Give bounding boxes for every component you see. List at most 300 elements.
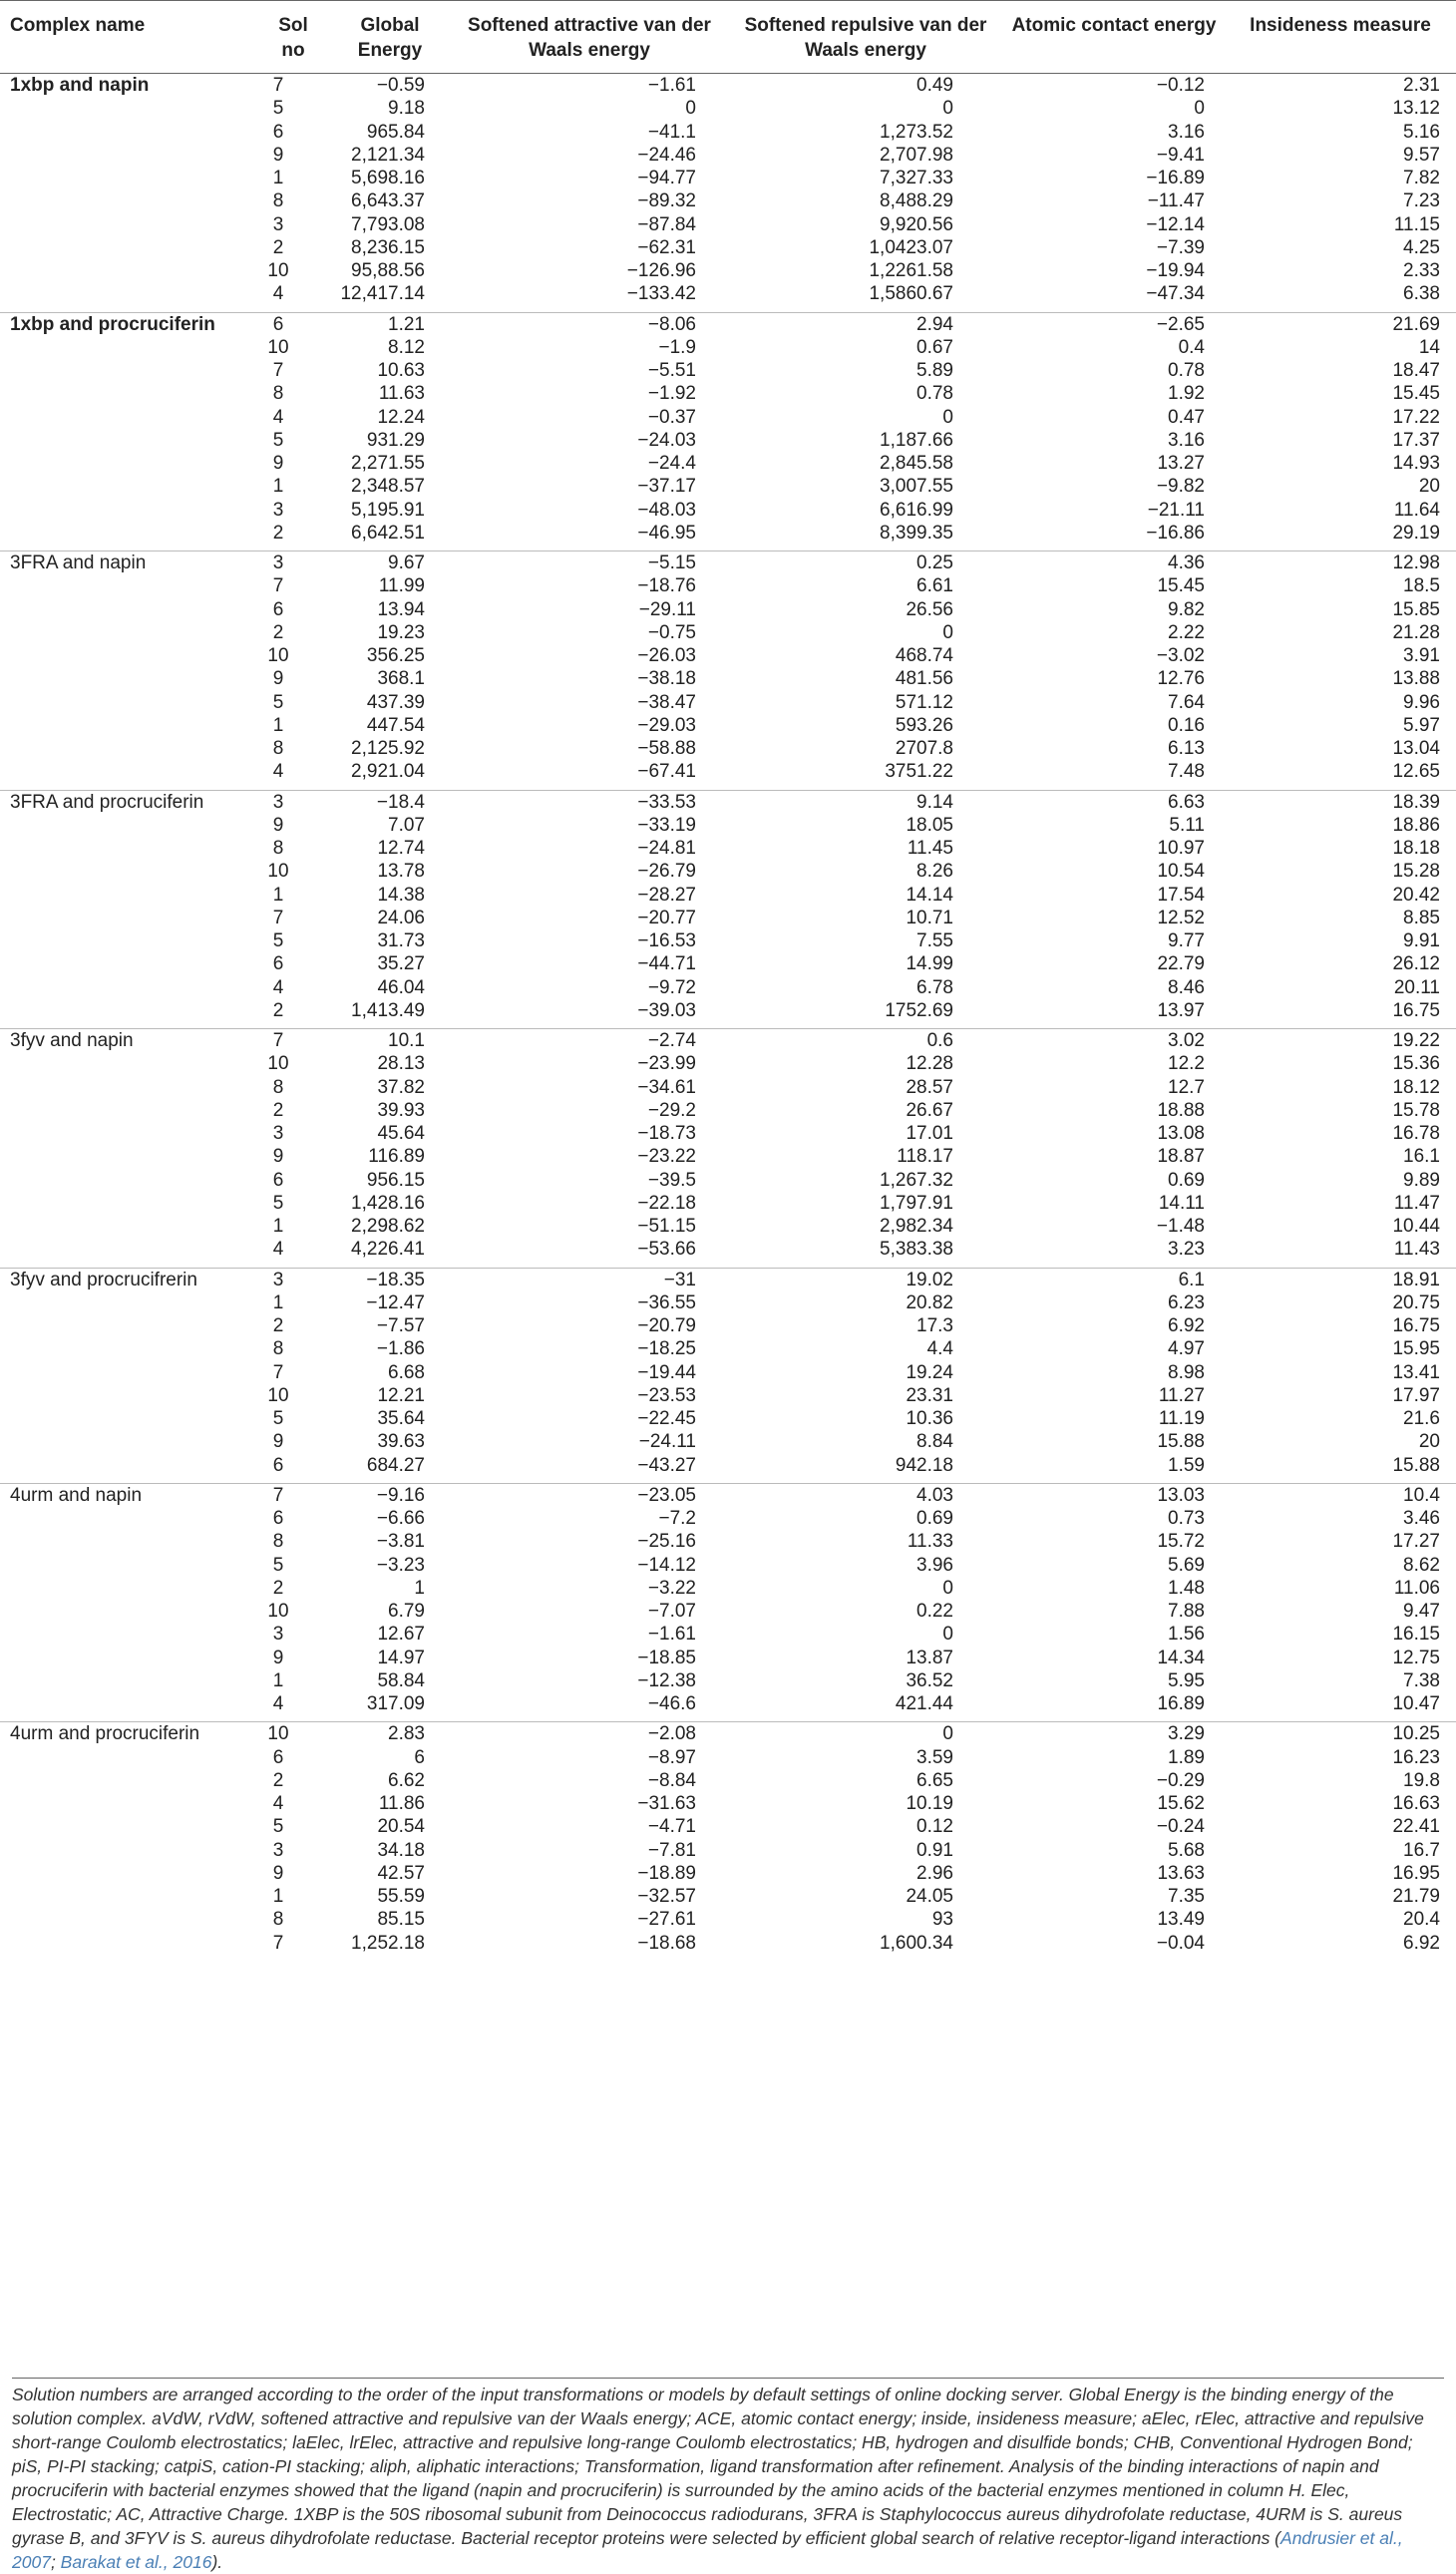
table-row	[0, 1722, 1456, 1746]
complex-name-empty	[0, 1361, 257, 1384]
cell-attractive-vdw: −53.66	[637, 1239, 696, 1261]
cell-insideness: 20	[1418, 476, 1440, 498]
cell-global-energy: 39.63	[377, 1431, 425, 1453]
table-row	[0, 429, 1456, 452]
cell-repulsive-vdw: 4.4	[926, 1338, 953, 1360]
cell-repulsive-vdw: 421.44	[895, 1693, 953, 1714]
cell-insideness: 7.82	[1403, 168, 1440, 188]
cell-global-energy: 12,417.14	[340, 283, 425, 305]
table-row	[0, 167, 1456, 189]
cell-insideness: 15.95	[1392, 1338, 1440, 1360]
table-row	[0, 1792, 1456, 1815]
complex-name-empty	[0, 1291, 257, 1314]
cell-insideness: 16.75	[1392, 1315, 1440, 1336]
cell-global-energy: −9.16	[329, 1483, 451, 1507]
cell-atomic-contact: 14.34	[1157, 1647, 1205, 1668]
cell-sol-no: 1	[272, 168, 284, 188]
cell-attractive-vdw: −89.32	[637, 190, 696, 212]
complex-name-empty	[0, 1530, 257, 1553]
cell-repulsive-vdw: 5.89	[916, 360, 953, 381]
table-row	[0, 1623, 1456, 1646]
cell-repulsive-vdw: 93	[931, 1909, 953, 1931]
complex-name-empty	[0, 1815, 257, 1838]
cell-repulsive-vdw: 28.57	[906, 1076, 953, 1098]
header-sol-no: Sol no	[257, 1, 329, 74]
cell-global-energy: 7.07	[388, 814, 425, 836]
cell-repulsive-vdw: 10.36	[906, 1408, 953, 1429]
cell-repulsive-vdw: 6.61	[916, 575, 953, 597]
cell-repulsive-vdw: 0.78	[916, 383, 953, 405]
cell-atomic-contact: 4.36	[1003, 552, 1225, 575]
cell-sol-no: 2	[272, 1099, 284, 1121]
cell-repulsive-vdw: 14.99	[906, 953, 953, 975]
cell-attractive-vdw: −29.11	[638, 598, 696, 620]
cell-insideness: 20.75	[1392, 1291, 1440, 1313]
cell-atomic-contact: 4.97	[1168, 1338, 1205, 1360]
table-row	[0, 406, 1456, 429]
complex-name-empty	[0, 1169, 257, 1192]
table-row	[0, 837, 1456, 860]
cell-repulsive-vdw: 1,187.66	[880, 429, 953, 451]
cell-insideness: 3.91	[1403, 645, 1440, 666]
cell-global-energy: 24.06	[377, 907, 425, 928]
complex-name-empty	[0, 1052, 257, 1075]
cell-insideness: 13.41	[1392, 1361, 1440, 1383]
complex-name-empty	[0, 213, 257, 236]
cell-insideness: 10.25	[1225, 1722, 1456, 1746]
cell-repulsive-vdw: 1,0423.07	[869, 236, 953, 258]
table-row	[0, 1407, 1456, 1430]
complex-name-empty	[0, 691, 257, 714]
cell-atomic-contact: 12.7	[1168, 1076, 1205, 1098]
cell-repulsive-vdw: 8,488.29	[880, 190, 953, 212]
complex-name: 3FRA and procruciferin	[0, 790, 257, 814]
cell-global-energy: −12.47	[366, 1291, 425, 1313]
cell-attractive-vdw: −24.11	[638, 1431, 696, 1453]
cell-attractive-vdw: −133.42	[626, 283, 696, 305]
table-footnote	[12, 2378, 1444, 2574]
cell-attractive-vdw: −1.61	[647, 75, 696, 96]
cell-repulsive-vdw: 8.26	[916, 861, 953, 883]
cell-global-energy: 368.1	[377, 668, 425, 690]
cell-repulsive-vdw: 36.52	[906, 1669, 953, 1691]
cell-repulsive-vdw: 0.25	[728, 552, 1003, 575]
cell-global-energy: 6.68	[388, 1361, 425, 1383]
cell-insideness: 15.85	[1392, 598, 1440, 620]
cell-global-energy: 20.54	[377, 1816, 425, 1838]
cell-attractive-vdw: −16.53	[637, 930, 696, 951]
cell-atomic-contact: −0.12	[1156, 75, 1205, 96]
cell-repulsive-vdw: 2,845.58	[880, 453, 953, 474]
cell-insideness: 6.92	[1403, 1932, 1440, 1954]
table-row	[0, 97, 1456, 120]
cell-insideness: 3.46	[1403, 1508, 1440, 1529]
cell-insideness: 10.4	[1225, 1483, 1456, 1507]
cell-insideness: 21.79	[1392, 1886, 1440, 1907]
cell-global-energy: 5,195.91	[351, 499, 425, 521]
cell-global-energy: 2,125.92	[351, 738, 425, 759]
cell-repulsive-vdw: 0.91	[916, 1839, 953, 1861]
table-row	[0, 1769, 1456, 1792]
cell-sol-no: 3	[272, 499, 284, 521]
cell-insideness: 21.6	[1403, 1408, 1440, 1429]
cell-atomic-contact: −2.65	[1003, 312, 1225, 336]
cell-global-energy: 317.09	[366, 1693, 425, 1714]
cell-atomic-contact: 16.89	[1157, 1693, 1205, 1714]
cell-atomic-contact: 0.47	[1168, 406, 1205, 428]
footnote-ref-andrusier[interactable]: Andrusier et al., 2007	[12, 2528, 1403, 2572]
cell-atomic-contact: 10.97	[1157, 838, 1205, 859]
complex-name-empty	[0, 1192, 257, 1215]
cell-attractive-vdw: −18.73	[637, 1123, 696, 1144]
cell-attractive-vdw: −18.68	[637, 1932, 696, 1954]
complex-name-empty	[0, 1215, 257, 1238]
table-row	[0, 714, 1456, 737]
cell-global-energy: 8,236.15	[351, 236, 425, 258]
cell-atomic-contact: −11.47	[1147, 190, 1205, 212]
cell-atomic-contact: 9.77	[1168, 930, 1205, 951]
table-row	[0, 1430, 1456, 1453]
table-row	[0, 1692, 1456, 1715]
table-row	[0, 189, 1456, 212]
cell-repulsive-vdw: 1752.69	[885, 999, 953, 1021]
cell-atomic-contact: 14.11	[1158, 1192, 1205, 1214]
cell-sol-no: 8	[272, 1338, 284, 1360]
table-header	[0, 1, 1456, 74]
cell-repulsive-vdw: 468.74	[895, 645, 953, 666]
cell-global-energy: 684.27	[366, 1454, 425, 1476]
cell-attractive-vdw: −67.41	[637, 761, 696, 783]
cell-attractive-vdw: −2.08	[451, 1722, 728, 1746]
cell-repulsive-vdw: 7.55	[916, 930, 953, 951]
complex-name-empty	[0, 282, 257, 305]
cell-attractive-vdw: −20.77	[637, 907, 696, 928]
cell-attractive-vdw: −26.03	[637, 645, 696, 666]
cell-repulsive-vdw: 14.14	[906, 884, 953, 906]
cell-attractive-vdw: −7.07	[647, 1601, 696, 1622]
cell-repulsive-vdw: 6.65	[916, 1769, 953, 1791]
table-row	[0, 552, 1456, 575]
cell-atomic-contact: 13.08	[1157, 1123, 1205, 1144]
cell-attractive-vdw: −41.1	[647, 121, 696, 143]
cell-repulsive-vdw: 9,920.56	[880, 213, 953, 235]
table-row	[0, 213, 1456, 236]
cell-global-energy: 58.84	[377, 1669, 425, 1691]
cell-insideness: 16.95	[1392, 1862, 1440, 1884]
table-row	[0, 121, 1456, 144]
header-attractive-vdw: Softened attractive van der Waals energy	[451, 1, 728, 74]
cell-sol-no: 2	[272, 1315, 284, 1336]
table-row	[0, 359, 1456, 382]
cell-atomic-contact: 7.88	[1168, 1601, 1205, 1622]
cell-sol-no: 8	[272, 838, 284, 859]
complex-name: 4urm and procruciferin	[0, 1722, 257, 1746]
cell-insideness: 18.86	[1392, 814, 1440, 836]
complex-name-empty	[0, 1577, 257, 1600]
cell-attractive-vdw: −0.37	[647, 406, 696, 428]
cell-atomic-contact: −16.89	[1146, 168, 1205, 188]
cell-attractive-vdw: −18.85	[637, 1647, 696, 1668]
cell-global-energy: 46.04	[377, 976, 425, 998]
cell-attractive-vdw: −48.03	[637, 499, 696, 521]
cell-global-energy: −1.86	[376, 1338, 425, 1360]
table-row	[0, 737, 1456, 760]
cell-sol-no: 4	[272, 1793, 284, 1814]
cell-repulsive-vdw: 0.67	[916, 336, 953, 358]
cell-global-energy: −3.81	[376, 1531, 425, 1553]
cell-attractive-vdw: −27.61	[637, 1909, 696, 1931]
cell-global-energy: −6.66	[376, 1508, 425, 1529]
complex-name-empty	[0, 1384, 257, 1407]
cell-attractive-vdw: −19.44	[637, 1361, 696, 1383]
cell-sol-no: 5	[272, 1816, 284, 1838]
complex-name-empty	[0, 522, 257, 545]
complex-name-empty	[0, 1430, 257, 1453]
complex-name-empty	[0, 189, 257, 212]
complex-name-empty	[0, 1692, 257, 1715]
cell-insideness: 5.97	[1403, 714, 1440, 736]
cell-atomic-contact: 12.52	[1157, 907, 1205, 928]
cell-repulsive-vdw: 17.3	[916, 1315, 953, 1336]
cell-global-energy: 28.13	[377, 1053, 425, 1075]
table-body	[0, 74, 1456, 1955]
cell-sol-no: 8	[272, 1531, 284, 1553]
cell-sol-no: 1	[272, 714, 284, 736]
cell-atomic-contact: 5.95	[1168, 1669, 1205, 1691]
cell-atomic-contact: −9.41	[1156, 144, 1205, 166]
cell-attractive-vdw: −9.72	[647, 976, 696, 998]
cell-atomic-contact: 6.23	[1168, 1291, 1205, 1313]
cell-sol-no: 4	[272, 283, 284, 305]
complex-name-empty	[0, 382, 257, 405]
cell-sol-no: 2	[272, 999, 284, 1021]
complex-name-empty	[0, 760, 257, 783]
cell-insideness: 22.41	[1392, 1816, 1440, 1838]
table-row	[0, 452, 1456, 475]
cell-attractive-vdw: −23.05	[451, 1483, 728, 1507]
complex-name: 1xbp and procruciferin	[0, 312, 257, 336]
complex-name-empty	[0, 259, 257, 282]
cell-sol-no: 3	[272, 1624, 284, 1646]
cell-sol-no: 7	[272, 575, 284, 597]
cell-sol-no: 10	[267, 260, 289, 281]
cell-global-energy: 14.97	[377, 1647, 425, 1668]
cell-attractive-vdw: −46.95	[637, 522, 696, 544]
header-repulsive-vdw: Softened repulsive van der Waals energy	[728, 1, 1003, 74]
cell-atomic-contact: 5.69	[1168, 1554, 1205, 1576]
complex-name-empty	[0, 1792, 257, 1815]
cell-repulsive-vdw: 19.24	[906, 1361, 953, 1383]
cell-repulsive-vdw: 1,2261.58	[869, 260, 953, 281]
cell-repulsive-vdw: 593.26	[895, 714, 953, 736]
cell-atomic-contact: 0.73	[1168, 1508, 1205, 1529]
cell-insideness: 20.11	[1393, 976, 1440, 998]
cell-global-energy: 95,88.56	[351, 260, 425, 281]
cell-sol-no: 7	[272, 75, 284, 96]
cell-attractive-vdw: −28.27	[637, 884, 696, 906]
complex-name-empty	[0, 1769, 257, 1792]
cell-attractive-vdw: −37.17	[637, 476, 696, 498]
cell-sol-no: 8	[272, 383, 284, 405]
cell-sol-no: 8	[272, 1076, 284, 1098]
cell-sol-no: 10	[267, 645, 289, 666]
cell-repulsive-vdw: 8,399.35	[880, 522, 953, 544]
cell-repulsive-vdw: 0	[942, 98, 953, 120]
complex-name: 3fyv and procrucifrerin	[0, 1268, 257, 1291]
cell-global-energy: 6,642.51	[351, 522, 425, 544]
cell-attractive-vdw: −18.89	[637, 1862, 696, 1884]
cell-insideness: 17.37	[1392, 429, 1440, 451]
cell-attractive-vdw: −20.79	[637, 1315, 696, 1336]
cell-insideness: 15.28	[1392, 861, 1440, 883]
cell-insideness: 13.88	[1392, 668, 1440, 690]
cell-atomic-contact: 8.98	[1168, 1361, 1205, 1383]
complex-name-empty	[0, 574, 257, 597]
cell-insideness: 5.16	[1403, 121, 1440, 143]
cell-global-energy: 1,428.16	[351, 1192, 425, 1214]
cell-sol-no: 10	[267, 1053, 289, 1075]
cell-sol-no: 9	[272, 144, 284, 166]
table-row	[0, 259, 1456, 282]
footnote-ref-barakat[interactable]: Barakat et al., 2016	[60, 2552, 212, 2572]
cell-global-energy: 931.29	[366, 429, 425, 451]
table-row	[0, 1885, 1456, 1908]
cell-insideness: 9.47	[1403, 1601, 1440, 1622]
cell-attractive-vdw: −33.19	[637, 814, 696, 836]
cell-sol-no: 10	[267, 1384, 289, 1406]
table-row	[0, 1815, 1456, 1838]
cell-global-energy: 2,121.34	[351, 144, 425, 166]
cell-global-energy: 9.67	[329, 552, 451, 575]
cell-repulsive-vdw: 23.31	[906, 1384, 953, 1406]
cell-global-energy: 13.78	[377, 861, 425, 883]
cell-repulsive-vdw: 1,273.52	[880, 121, 953, 143]
cell-atomic-contact: 18.88	[1157, 1099, 1205, 1121]
cell-insideness: 17.97	[1392, 1384, 1440, 1406]
cell-insideness: 21.69	[1225, 312, 1456, 336]
complex-name-empty	[0, 1932, 257, 1955]
cell-global-energy: 39.93	[377, 1099, 425, 1121]
cell-insideness: 9.89	[1403, 1169, 1440, 1191]
cell-sol-no: 6	[257, 312, 329, 336]
cell-attractive-vdw: −46.6	[647, 1693, 696, 1714]
cell-insideness: 12.75	[1392, 1647, 1440, 1668]
cell-attractive-vdw: −24.4	[647, 453, 696, 474]
cell-atomic-contact: 6.63	[1003, 790, 1225, 814]
cell-sol-no: 7	[272, 1361, 284, 1383]
cell-insideness: 18.5	[1403, 575, 1440, 597]
cell-attractive-vdw: −34.61	[637, 1076, 696, 1098]
cell-insideness: 15.45	[1392, 383, 1440, 405]
table-row	[0, 667, 1456, 690]
cell-attractive-vdw: −22.45	[637, 1408, 696, 1429]
cell-global-energy: 35.27	[377, 953, 425, 975]
cell-insideness: 15.78	[1392, 1099, 1440, 1121]
cell-insideness: 18.47	[1392, 360, 1440, 381]
cell-global-energy: 10.63	[377, 360, 425, 381]
cell-insideness: 13.12	[1392, 98, 1440, 120]
cell-insideness: 11.64	[1393, 499, 1440, 521]
table-row	[0, 1215, 1456, 1238]
cell-atomic-contact: 8.46	[1168, 976, 1205, 998]
cell-attractive-vdw: −51.15	[637, 1216, 696, 1237]
cell-atomic-contact: 1.48	[1168, 1577, 1205, 1599]
cell-attractive-vdw: −31.63	[637, 1793, 696, 1814]
cell-atomic-contact: −7.39	[1156, 236, 1205, 258]
cell-atomic-contact: 13.49	[1157, 1909, 1205, 1931]
cell-insideness: 19.22	[1225, 1029, 1456, 1053]
table-row	[0, 74, 1456, 98]
complex-name-empty	[0, 236, 257, 259]
cell-atomic-contact: 7.64	[1168, 691, 1205, 713]
cell-attractive-vdw: −1.61	[647, 1624, 696, 1646]
cell-repulsive-vdw: 0.12	[916, 1816, 953, 1838]
cell-repulsive-vdw: 3751.22	[885, 761, 953, 783]
cell-repulsive-vdw: 10.71	[906, 907, 953, 928]
cell-insideness: 6.38	[1403, 283, 1440, 305]
cell-sol-no: 10	[267, 336, 289, 358]
cell-atomic-contact: 5.11	[1169, 814, 1205, 836]
cell-attractive-vdw: −7.2	[658, 1508, 696, 1529]
cell-global-energy: 437.39	[366, 691, 425, 713]
cell-attractive-vdw: 0	[685, 98, 696, 120]
table-row	[0, 1029, 1456, 1053]
cell-sol-no: 7	[257, 1483, 329, 1507]
cell-atomic-contact: 15.62	[1157, 1793, 1205, 1814]
cell-atomic-contact: 13.27	[1157, 453, 1205, 474]
table-row	[0, 1908, 1456, 1931]
cell-atomic-contact: 1.59	[1168, 1454, 1205, 1476]
cell-global-energy: 2,348.57	[351, 476, 425, 498]
cell-global-energy: 1,252.18	[351, 1932, 425, 1954]
cell-repulsive-vdw: 2.94	[728, 312, 1003, 336]
cell-global-energy: 11.63	[378, 383, 425, 405]
cell-sol-no: 5	[272, 429, 284, 451]
cell-repulsive-vdw: 0.6	[728, 1029, 1003, 1053]
cell-atomic-contact: 3.16	[1168, 121, 1205, 143]
cell-sol-no: 9	[272, 1647, 284, 1668]
complex-name-empty	[0, 359, 257, 382]
cell-insideness: 26.12	[1392, 953, 1440, 975]
complex-name-empty	[0, 1746, 257, 1769]
cell-attractive-vdw: −94.77	[637, 168, 696, 188]
complex-name-empty	[0, 1099, 257, 1122]
cell-insideness: 12.65	[1392, 761, 1440, 783]
cell-sol-no: 3	[272, 1839, 284, 1861]
table-row	[0, 860, 1456, 883]
cell-attractive-vdw: −39.03	[637, 999, 696, 1021]
cell-global-energy: 31.73	[377, 930, 425, 951]
cell-sol-no: 10	[267, 861, 289, 883]
cell-insideness: 20.42	[1392, 884, 1440, 906]
cell-atomic-contact: −12.14	[1146, 213, 1205, 235]
table-row	[0, 929, 1456, 952]
table-row	[0, 1554, 1456, 1577]
cell-global-energy: 447.54	[366, 714, 425, 736]
cell-atomic-contact: 9.82	[1168, 598, 1205, 620]
table-row	[0, 1530, 1456, 1553]
cell-insideness: 16.23	[1392, 1746, 1440, 1768]
cell-atomic-contact: −16.86	[1146, 522, 1205, 544]
cell-sol-no: 4	[272, 406, 284, 428]
table-row	[0, 598, 1456, 621]
table-row	[0, 760, 1456, 783]
cell-attractive-vdw: −7.81	[647, 1839, 696, 1861]
cell-attractive-vdw: −26.79	[637, 861, 696, 883]
cell-sol-no: 4	[272, 1693, 284, 1714]
cell-insideness: 16.15	[1392, 1624, 1440, 1646]
cell-repulsive-vdw: 26.67	[906, 1099, 953, 1121]
